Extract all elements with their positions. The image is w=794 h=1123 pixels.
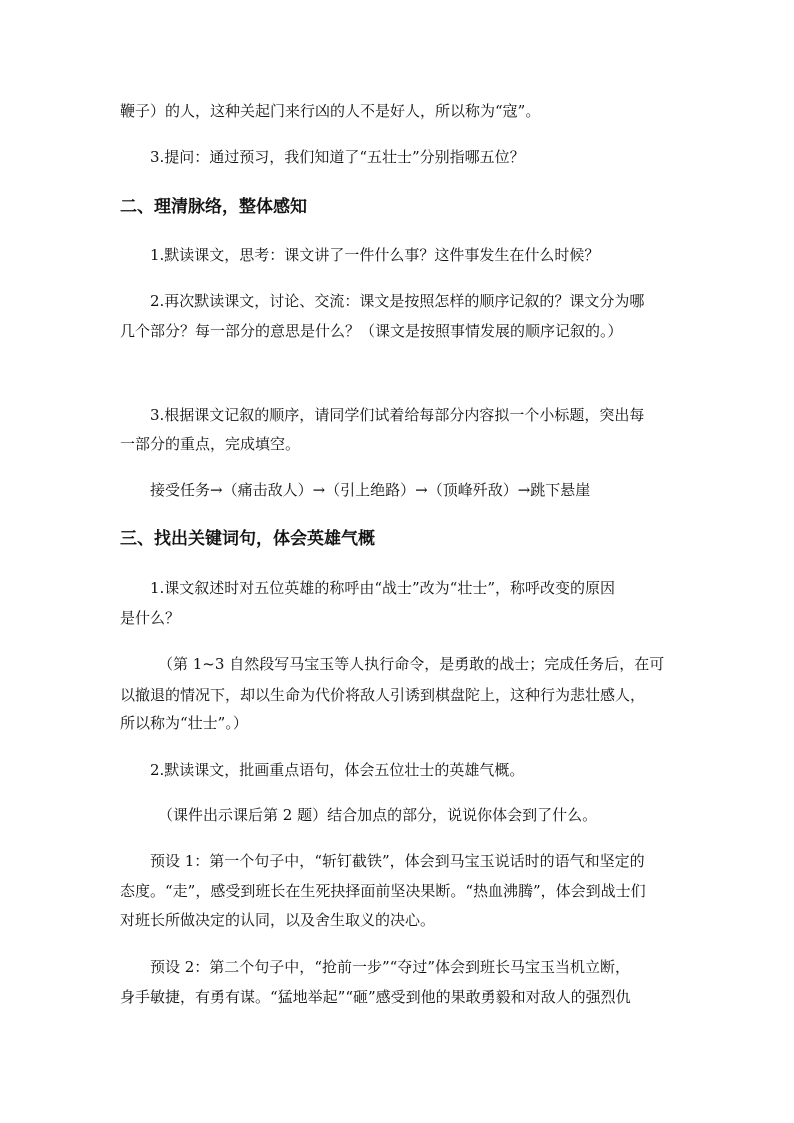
section2-flow-sequence: 接受任务→（痛击敌人）→（引上绝路）→（顶峰歼敌）→跳下悬崖 [150,481,591,499]
section2-question-2-line2: 几个部分？每一部分的意思是什么？（课文是按照事情发展的顺序记叙的。） [120,322,623,340]
section3-question-2-note: （课件出示课后第 2 题）结合加点的部分，说说你体会到了什么。 [158,806,598,824]
section2-question-3-line1: 3.根据课文记叙的顺序，请同学们试着给每部分内容拟一个小标题，突出每 [150,406,645,424]
section2-question-3-line2: 一部分的重点，完成填空。 [120,435,301,453]
section3-answer-1-line2: 以撤退的情况下，却以生命为代价将敌人引诱到棋盘陀上，这种行为悲壮感人， [120,686,646,704]
section2-question-2-line1: 2.再次默读课文，讨论、交流：课文是按照怎样的顺序记叙的？课文分为哪 [150,292,645,310]
section3-answer-1-line3: 所以称为“壮士”。） [120,714,248,732]
preset-2-line1: 预设 2：第二个句子中，“抢前一步”“夺过”体会到班长马宝玉当机立断， [150,958,630,976]
question-3: 3.提问：通过预习，我们知道了“五壮士”分别指哪五位？ [150,148,525,166]
section2-question-1: 1.默读课文，思考：课文讲了一件什么事？这件事发生在什么时候？ [150,246,600,264]
section3-question-2: 2.默读课文，批画重点语句，体会五位壮士的英雄气概。 [150,761,525,779]
preset-1-line2: 态度。“走”，感受到班长在生死抉择面前坚决果断。“热血沸腾”，体会到战士们 [120,882,646,900]
preset-2-line2: 身手敏捷，有勇有谋。“猛地举起”“砸”感受到他的果敢勇毅和对敌人的强烈仇 [120,988,631,1006]
section3-answer-1-line1: （第 1~3 自然段写马宝玉等人执行命令，是勇敢的战士；完成任务后，在可 [158,655,665,673]
section3-question-1-line2: 是什么？ [120,609,181,627]
preset-1-line1: 预设 1：第一个句子中，“斩钉截铁”，体会到马宝玉说话时的语气和坚定的 [150,852,645,870]
section-heading-2: 二、理清脉络，整体感知 [120,197,307,217]
section-heading-3: 三、找出关键词句，体会英雄气概 [120,529,375,549]
section3-question-1-line1: 1.课文叙述时对五位英雄的称呼由“战士”改为“壮士”，称呼改变的原因 [150,579,615,597]
paragraph-continuation: 鞭子）的人，这种关起门来行凶的人不是好人，所以称为“寇”。 [120,102,541,120]
preset-1-line3: 对班长所做决定的认同，以及舍生取义的决心。 [120,911,436,929]
